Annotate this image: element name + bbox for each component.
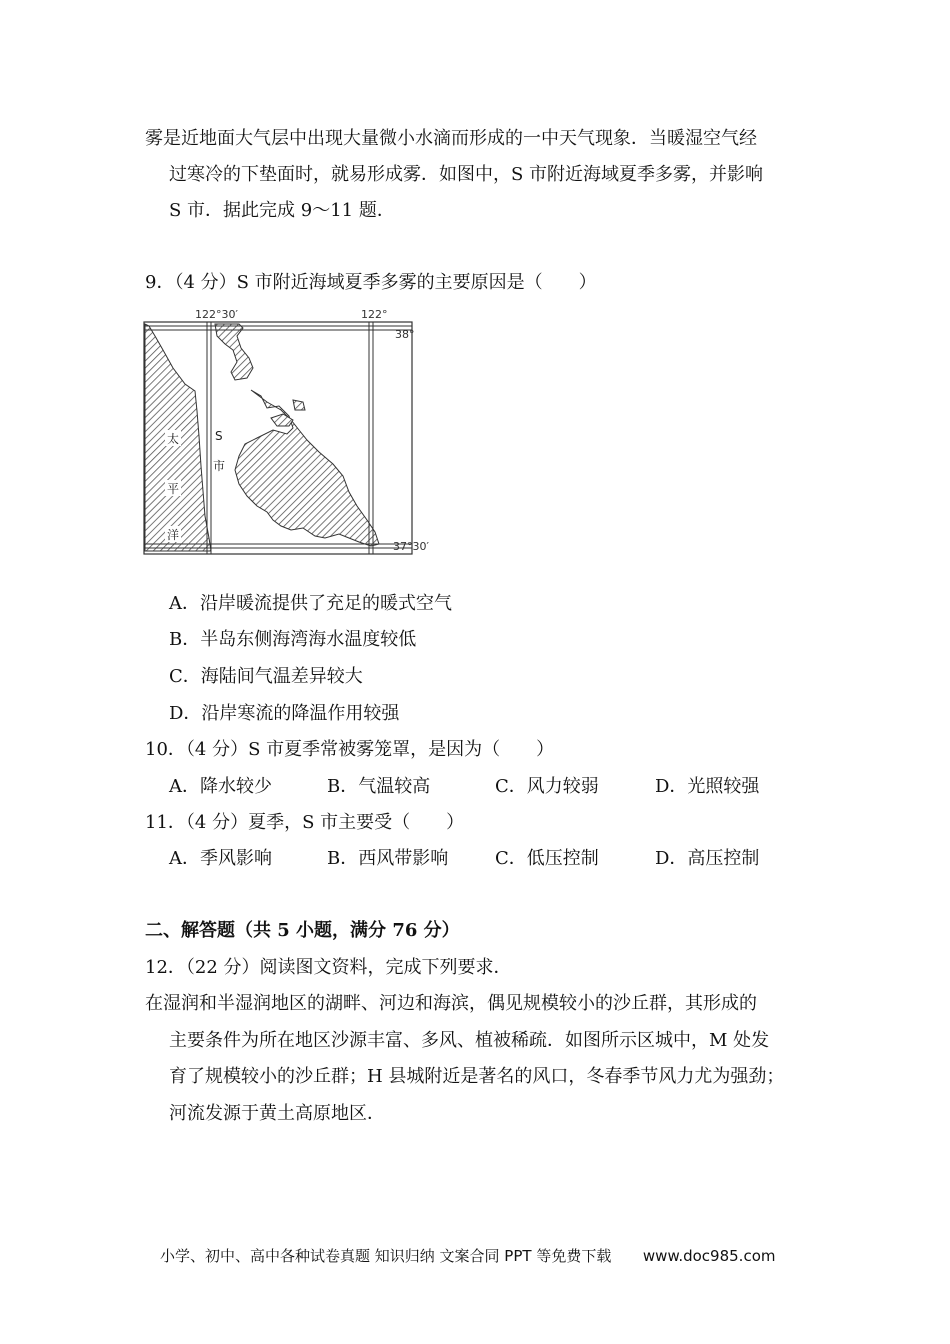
island xyxy=(271,414,293,426)
q12-stem: 12．（22 分）阅读图文资料，完成下列要求． xyxy=(145,957,512,978)
section-title: 二、解答题（共 5 小题，满分 76 分） xyxy=(145,920,460,941)
q9-option-d: D．沿岸寒流的降温作用较强 xyxy=(169,703,400,724)
q9-stem: 9．（4 分）S 市附近海域夏季多雾的主要原因是（ ） xyxy=(145,272,597,293)
q12-line-4: 河流发源于黄土高原地区． xyxy=(169,1103,385,1124)
q11-stem: 11．（4 分）夏季，S 市主要受（ ） xyxy=(145,812,465,833)
q10-option-d: D．光照较强 xyxy=(655,776,760,797)
label-ocean-2: 平 xyxy=(167,482,180,496)
main-peninsula xyxy=(235,390,379,546)
label-ocean-3: 洋 xyxy=(167,528,180,542)
q9-option-c: C．海陆间气温差异较大 xyxy=(169,666,363,687)
label-ocean-1: 太 xyxy=(167,432,180,446)
q10-stem: 10．（4 分）S 市夏季常被雾笼罩，是因为（ ） xyxy=(145,739,555,760)
q11-option-c: C．低压控制 xyxy=(495,848,599,869)
q10-option-a: A．降水较少 xyxy=(169,776,272,797)
q12-line-1: 在湿润和半湿润地区的湖畔、河边和海滨，偶见规模较小的沙丘群，其形成的 xyxy=(145,993,757,1014)
map-figure xyxy=(143,306,443,562)
footer xyxy=(160,1246,775,1266)
label-lon-left: 122°30′ xyxy=(195,308,238,321)
q12-line-2: 主要条件为所在地区沙源丰富、多风、植被稀疏．如图所示区城中，M 处发 xyxy=(169,1030,770,1051)
intro-line-3: S 市．据此完成 9～11 题． xyxy=(169,200,395,221)
footer-text: 小学、初中、高中各种试卷真题 知识归纳 文案合同 PPT 等免费下载 xyxy=(160,1247,612,1265)
q11-option-a: A．季风影响 xyxy=(169,848,272,869)
q11-option-d: D．高压控制 xyxy=(655,848,760,869)
q12-line-3: 育了规模较小的沙丘群；H 县城附近是著名的风口，冬春季节风力尤为强劲； xyxy=(169,1066,785,1087)
label-lat-bottom: 37°30′ xyxy=(393,540,429,553)
label-lon-right: 122° xyxy=(361,308,388,321)
q9-option-b: B．半岛东侧海湾海水温度较低 xyxy=(169,629,417,650)
footer-url[interactable]: www.doc985.com xyxy=(642,1247,776,1265)
q11-option-b: B．西风带影响 xyxy=(327,848,449,869)
label-city-s: S xyxy=(215,429,223,443)
northern-peninsula xyxy=(215,324,253,380)
intro-line-1: 雾是近地面大气层中出现大量微小水滴而形成的一中天气现象．当暖湿空气经 xyxy=(145,128,757,149)
q10-option-b: B．气温较高 xyxy=(327,776,431,797)
label-city-shi: 市 xyxy=(213,459,226,473)
intro-line-2: 过寒冷的下垫面时，就易形成雾．如图中，S 市附近海域夏季多雾，并影响 xyxy=(169,164,764,185)
label-lat-top: 38° xyxy=(395,328,415,341)
island xyxy=(293,400,305,410)
q10-option-c: C．风力较弱 xyxy=(495,776,599,797)
q9-option-a: A．沿岸暖流提供了充足的暖式空气 xyxy=(169,593,452,614)
